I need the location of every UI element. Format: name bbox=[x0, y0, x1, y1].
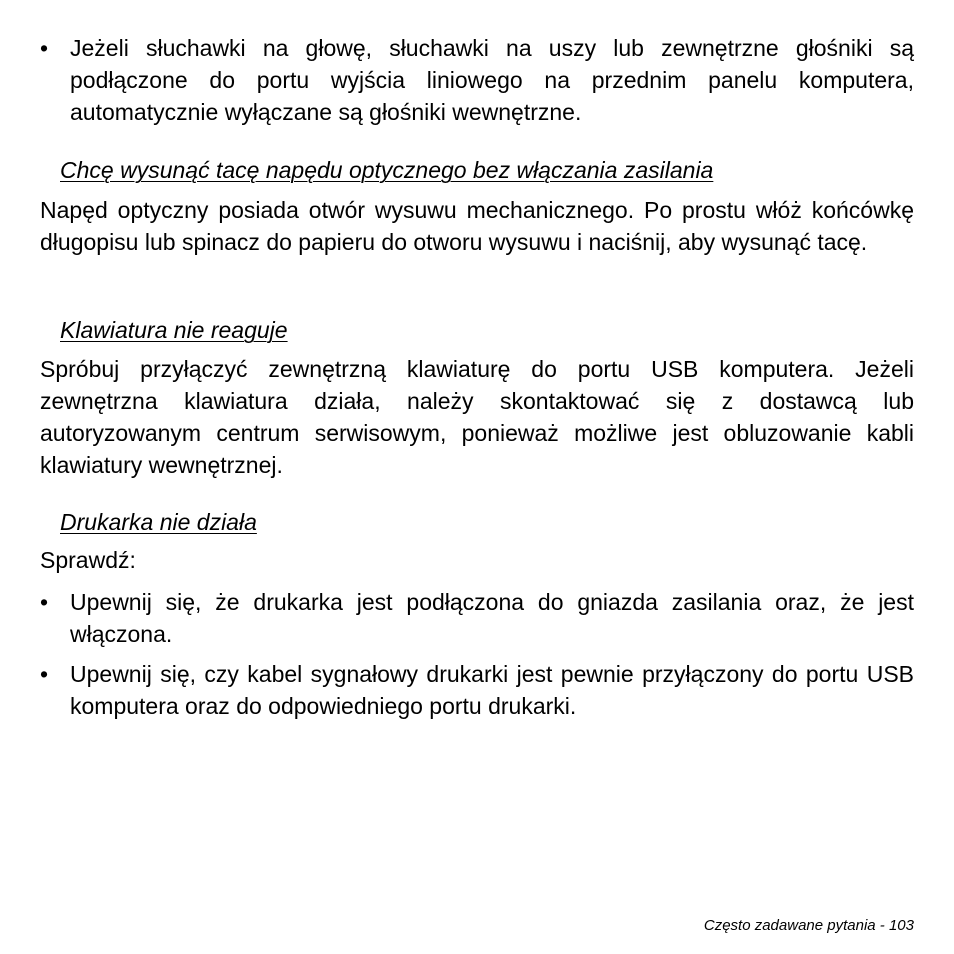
page-footer: Często zadawane pytania - 103 bbox=[703, 917, 914, 934]
paragraph-printer-intro: Sprawdź: bbox=[40, 547, 136, 573]
list-item bbox=[40, 32, 914, 128]
bullet-icon: • bbox=[40, 589, 49, 615]
paragraph-keyboard: Spróbuj przyłączyć zewnętrzną klawiaturę do portu USB komputera. Jeżeli zewnętrzna klawiatura działa, należy skontaktować się z dostawcą lub autoryzowanym centrum serwisowym, ponieważ możliwe jest obluzowanie kabli klawiatury wewnętrznej. bbox=[40, 356, 914, 478]
section-heading-optical: Chcę wysunąć tacę napędu optycznego bez włączania zasilania bbox=[60, 157, 714, 183]
list-item bbox=[40, 586, 914, 650]
bullet-icon: • bbox=[40, 661, 49, 687]
bullet-icon: • bbox=[40, 35, 49, 61]
list-item bbox=[40, 658, 914, 722]
list-item-text: Jeżeli słuchawki na głowę, słuchawki na uszy lub zewnętrzne głośniki są podłączone do portu wyjścia liniowego na przednim panelu komputera, automatycznie wyłączane są głośniki wewnętrzne. bbox=[70, 35, 914, 125]
section-heading-keyboard: Klawiatura nie reaguje bbox=[60, 317, 288, 343]
section-heading-printer: Drukarka nie działa bbox=[60, 509, 257, 535]
document-page bbox=[40, 0, 914, 954]
paragraph-optical: Napęd optyczny posiada otwór wysuwu mechanicznego. Po prostu włóż końcówkę długopisu lub spinacz do papieru do otworu wysuwu i naciśnij, aby wysunąć tacę. bbox=[40, 197, 914, 255]
list-item-text: Upewnij się, że drukarka jest podłączona do gniazda zasilania oraz, że jest włączona. bbox=[70, 589, 914, 647]
list-item-text: Upewnij się, czy kabel sygnałowy drukarki jest pewnie przyłączony do portu USB komputera oraz do odpowiedniego portu drukarki. bbox=[70, 661, 914, 719]
